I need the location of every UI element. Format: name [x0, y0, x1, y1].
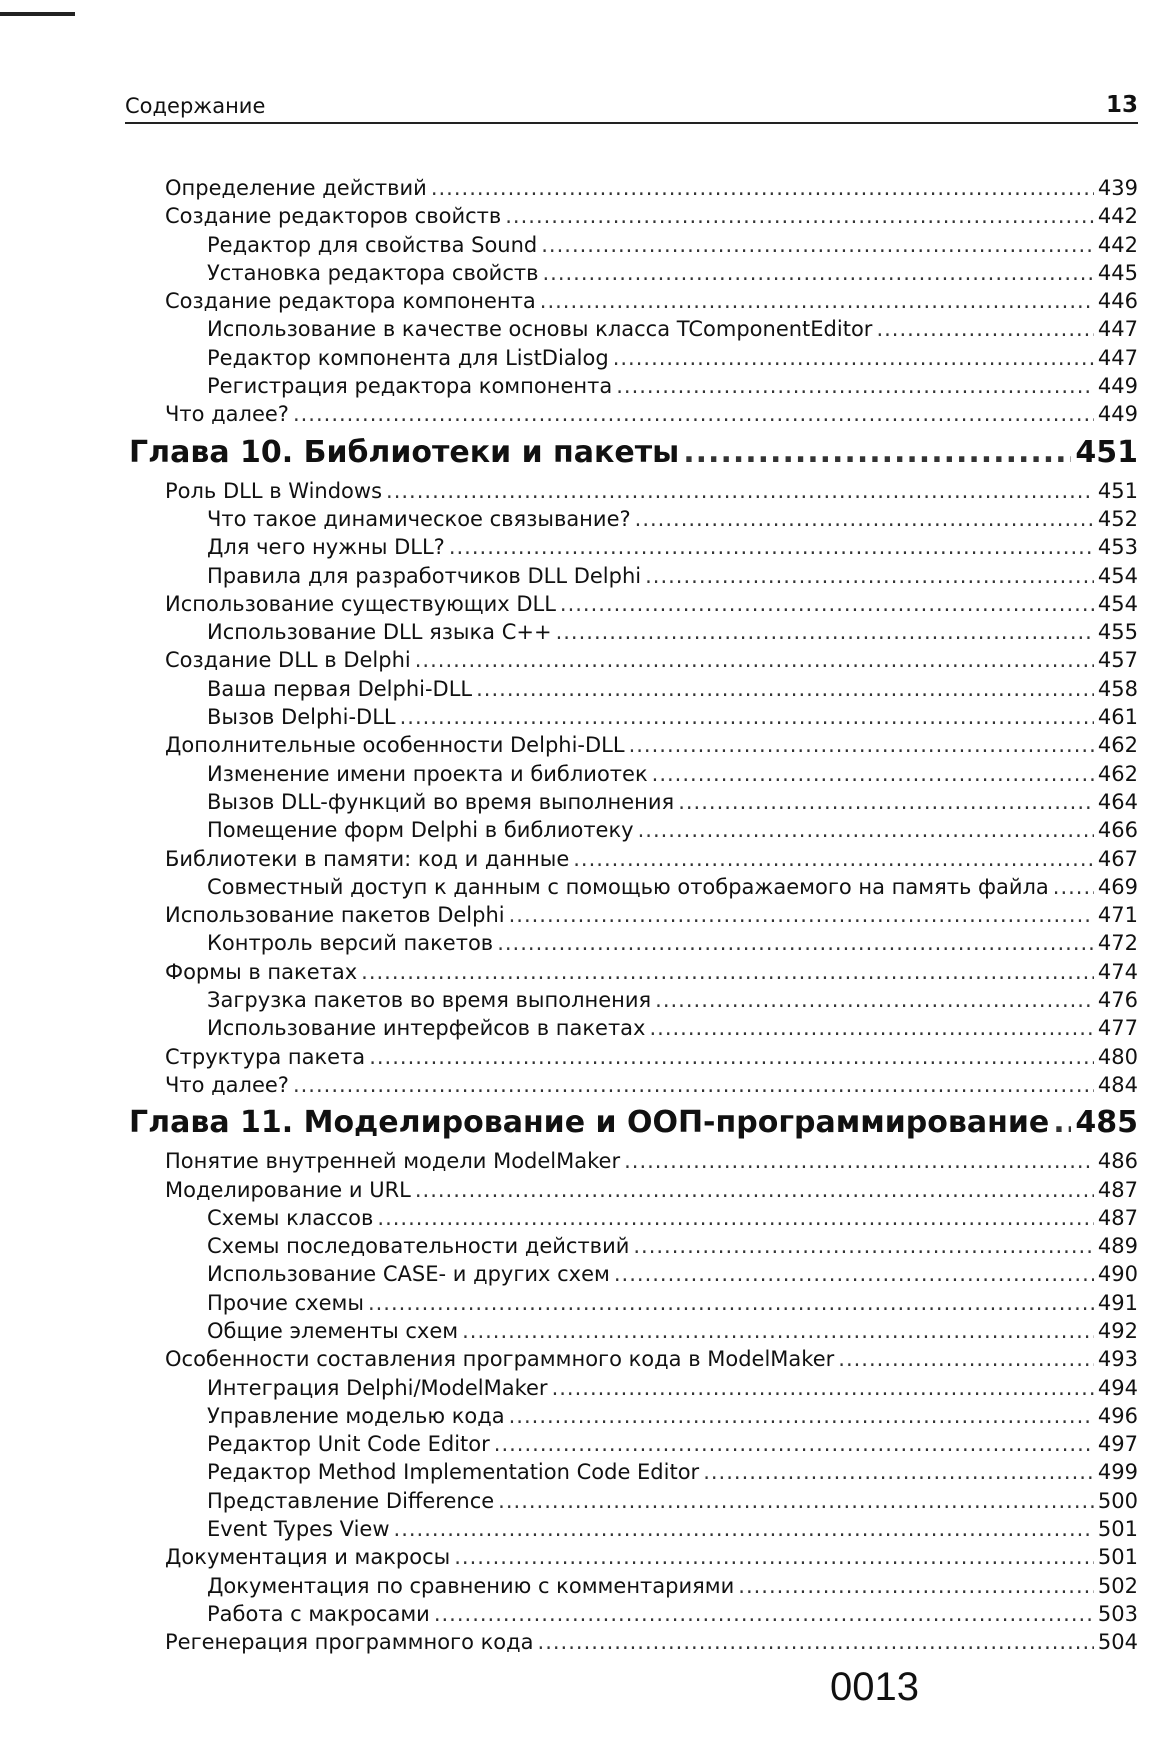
- toc-chapter-entry: [125, 1099, 1138, 1147]
- toc-entry: [125, 1572, 1138, 1600]
- toc-entry-page: 451: [1097, 478, 1138, 503]
- toc-leader-dots: [497, 929, 1094, 957]
- toc-entry-page: 449: [1097, 402, 1138, 427]
- toc-entry-page: 454: [1097, 563, 1138, 588]
- toc-entry-label: Редактор для свойства Sound: [207, 232, 538, 257]
- toc-entry-label: Схемы классов: [207, 1205, 374, 1230]
- header-page-number: 13: [1105, 92, 1138, 118]
- toc-entry-label: Структура пакета: [165, 1044, 366, 1069]
- toc-leader-dots: [876, 315, 1093, 343]
- toc-entry: [125, 958, 1138, 986]
- toc-leader-dots: [415, 646, 1094, 674]
- scan-page-id: 0013: [830, 1665, 919, 1709]
- toc-leader-dots: [509, 1402, 1094, 1430]
- toc-entry-label: Регистрация редактора компонента: [207, 374, 613, 399]
- toc-entry: [125, 646, 1138, 674]
- toc-entry-page: 461: [1097, 705, 1138, 730]
- toc-entry-page: 484: [1097, 1072, 1138, 1097]
- toc-entry-page: 487: [1097, 1177, 1138, 1202]
- toc-entry: [125, 562, 1138, 590]
- toc-leader-dots: [361, 958, 1094, 986]
- toc-entry-page: 446: [1097, 289, 1138, 314]
- toc-entry-page: 442: [1097, 204, 1138, 229]
- toc-entry-label: Помещение форм Delphi в библиотеку: [207, 818, 634, 843]
- toc-leader-dots: [738, 1572, 1094, 1600]
- toc-leader-dots: [415, 1176, 1094, 1204]
- toc-entry: [125, 1204, 1138, 1232]
- toc-entry-label: Контроль версий пакетов: [207, 931, 494, 956]
- toc-entry-page: 462: [1097, 733, 1138, 758]
- toc-leader-dots: [614, 1260, 1094, 1288]
- toc-entry-page: 501: [1097, 1545, 1138, 1570]
- toc-entry: [125, 590, 1138, 618]
- toc-entry-label: Совместный доступ к данным с помощью отображаемого на память файла: [207, 874, 1049, 899]
- toc-leader-dots: [552, 1374, 1094, 1402]
- toc-entry-page: 447: [1097, 345, 1138, 370]
- toc-leader-dots: [540, 287, 1094, 315]
- running-header: [125, 84, 1138, 124]
- toc-leader-dots: [400, 703, 1094, 731]
- toc-entry-label: Что такое динамическое связывание?: [207, 506, 631, 531]
- toc-entry: [125, 1543, 1138, 1571]
- toc-entry-label: Работа с макросами: [207, 1601, 430, 1626]
- toc-entry-label: Для чего нужны DLL?: [207, 535, 445, 560]
- toc-leader-dots: [476, 675, 1094, 703]
- toc-entry-page: 442: [1097, 232, 1138, 257]
- toc-entry: [125, 1260, 1138, 1288]
- toc-leader-dots: [293, 400, 1094, 428]
- toc-entry-label: Использование интерфейсов в пакетах: [207, 1016, 646, 1041]
- toc-leader-dots: [449, 533, 1094, 561]
- toc-entry-page: 454: [1097, 591, 1138, 616]
- toc-entry-page: 471: [1097, 903, 1138, 928]
- toc-entry: [125, 1176, 1138, 1204]
- toc-entry-page: 469: [1097, 874, 1138, 899]
- toc-entry: [125, 477, 1138, 505]
- toc-entry: [125, 1402, 1138, 1430]
- toc-entry-label: Использование пакетов Delphi: [165, 903, 505, 928]
- toc-entry: [125, 1600, 1138, 1628]
- toc-entry-label: Использование DLL языка C++: [207, 620, 552, 645]
- toc-entry: [125, 760, 1138, 788]
- toc-entry: [125, 202, 1138, 230]
- toc-entry: [125, 1043, 1138, 1071]
- toc-entry: [125, 1014, 1138, 1042]
- toc-entry-page: 499: [1097, 1460, 1138, 1485]
- toc-leader-dots: [293, 1071, 1094, 1099]
- toc-entry-page: 458: [1097, 676, 1138, 701]
- toc-entry-label: Установка редактора свойств: [207, 260, 539, 285]
- toc-entry-label: Event Types View: [207, 1517, 390, 1542]
- toc-entry-page: 504: [1097, 1630, 1138, 1655]
- toc-entry-page: 489: [1097, 1234, 1138, 1259]
- toc-entry-label: Прочие схемы: [207, 1290, 364, 1315]
- toc-leader-dots: [838, 1345, 1094, 1373]
- toc-entry-page: 477: [1097, 1016, 1138, 1041]
- toc-leader-dots: [368, 1289, 1094, 1317]
- toc-entry-page: 452: [1097, 506, 1138, 531]
- toc-entry-label: Особенности составления программного кода в ModelMaker: [165, 1347, 835, 1372]
- toc-entry: [125, 873, 1138, 901]
- toc-entry-label: Документация по сравнению с комментариями: [207, 1573, 735, 1598]
- toc-entry-label: Редактор Method Implementation Code Editor: [207, 1460, 700, 1485]
- toc-entry: [125, 1458, 1138, 1486]
- toc-entry-label: Глава 10. Библиотеки и пакеты: [129, 434, 680, 470]
- toc-chapter-entry: [125, 429, 1138, 477]
- toc-leader-dots: [560, 590, 1094, 618]
- toc-entry-page: 447: [1097, 317, 1138, 342]
- toc-leader-dots: [556, 618, 1094, 646]
- toc-leader-dots: [454, 1543, 1094, 1571]
- toc-entry-page: 474: [1097, 959, 1138, 984]
- toc-entry-page: 496: [1097, 1403, 1138, 1428]
- toc-entry-page: 445: [1097, 260, 1138, 285]
- toc-entry: [125, 231, 1138, 259]
- toc-entry: [125, 1374, 1138, 1402]
- table-of-contents: [125, 174, 1138, 1657]
- toc-leader-dots: [394, 1515, 1094, 1543]
- toc-entry-page: 500: [1097, 1488, 1138, 1513]
- toc-entry-label: Определение действий: [165, 176, 427, 200]
- toc-entry-page: 451: [1075, 434, 1138, 470]
- toc-entry: [125, 1147, 1138, 1175]
- toc-entry: [125, 344, 1138, 372]
- scan-artifact-mark: [0, 12, 75, 16]
- toc-entry: [125, 675, 1138, 703]
- toc-leader-dots: [649, 1014, 1093, 1042]
- toc-entry-page: 462: [1097, 761, 1138, 786]
- toc-entry-page: 493: [1097, 1347, 1138, 1372]
- toc-entry-page: 487: [1097, 1205, 1138, 1230]
- toc-entry: [125, 259, 1138, 287]
- toc-entry-page: 502: [1097, 1573, 1138, 1598]
- toc-entry-page: 472: [1097, 931, 1138, 956]
- toc-entry-label: Использование CASE- и других схем: [207, 1262, 610, 1287]
- toc-leader-dots: [509, 901, 1094, 929]
- toc-entry: [125, 1071, 1138, 1099]
- toc-leader-dots: [538, 1628, 1094, 1656]
- toc-leader-dots: [635, 505, 1094, 533]
- toc-entry-page: 439: [1097, 176, 1138, 200]
- toc-entry: [125, 1345, 1138, 1373]
- toc-entry: [125, 1289, 1138, 1317]
- toc-leader-dots: [678, 788, 1094, 816]
- toc-entry-label: Создание DLL в Delphi: [165, 648, 411, 673]
- toc-entry: [125, 703, 1138, 731]
- toc-entry: [125, 287, 1138, 315]
- toc-entry-page: 485: [1075, 1105, 1138, 1141]
- toc-leader-dots: [462, 1317, 1094, 1345]
- toc-entry-label: Интеграция Delphi/ModelMaker: [207, 1375, 548, 1400]
- toc-entry: [125, 1487, 1138, 1515]
- toc-entry-label: Вызов DLL-функций во время выполнения: [207, 789, 675, 814]
- toc-leader-dots: [434, 1600, 1094, 1628]
- toc-entry-label: Что далее?: [165, 402, 289, 427]
- toc-entry: [125, 845, 1138, 873]
- toc-entry-page: 453: [1097, 535, 1138, 560]
- toc-entry-label: Редактор Unit Code Editor: [207, 1432, 490, 1457]
- toc-entry-label: Моделирование и URL: [165, 1177, 411, 1202]
- toc-entry-page: 457: [1097, 648, 1138, 673]
- toc-leader-dots: [498, 1487, 1094, 1515]
- toc-leader-dots: [633, 1232, 1094, 1260]
- toc-entry: [125, 986, 1138, 1014]
- toc-entry: [125, 315, 1138, 343]
- toc-entry: [125, 533, 1138, 561]
- toc-entry-label: Управление моделью кода: [207, 1403, 505, 1428]
- toc-entry-label: Создание редактора компонента: [165, 289, 536, 314]
- toc-leader-dots: [638, 816, 1094, 844]
- toc-entry-page: 490: [1097, 1262, 1138, 1287]
- toc-entry: [125, 1232, 1138, 1260]
- toc-entry: [125, 788, 1138, 816]
- toc-entry: [125, 1628, 1138, 1656]
- toc-entry-page: 467: [1097, 846, 1138, 871]
- toc-entry-page: 494: [1097, 1375, 1138, 1400]
- toc-entry: [125, 400, 1138, 428]
- toc-entry-label: Загрузка пакетов во время выполнения: [207, 988, 652, 1013]
- toc-entry: [125, 929, 1138, 957]
- toc-entry-page: 492: [1097, 1318, 1138, 1343]
- toc-entry: [125, 901, 1138, 929]
- toc-leader-dots: [1053, 1099, 1071, 1147]
- toc-leader-dots: [624, 1147, 1094, 1175]
- toc-entry: [125, 731, 1138, 759]
- toc-entry-label: Вызов Delphi-DLL: [207, 705, 396, 730]
- header-title: Содержание: [125, 94, 266, 118]
- toc-entry-page: 486: [1097, 1149, 1138, 1174]
- toc-leader-dots: [655, 986, 1094, 1014]
- toc-entry-label: Изменение имени проекта и библиотек: [207, 761, 648, 786]
- toc-entry-label: Схемы последовательности действий: [207, 1234, 630, 1259]
- toc-leader-dots: [652, 760, 1094, 788]
- toc-leader-dots: [377, 1204, 1094, 1232]
- toc-leader-dots: [431, 174, 1094, 202]
- toc-leader-dots: [573, 845, 1094, 873]
- toc-entry-page: 501: [1097, 1517, 1138, 1542]
- toc-entry: [125, 1430, 1138, 1458]
- toc-entry-label: Использование существующих DLL: [165, 591, 556, 616]
- toc-entry-label: Понятие внутренней модели ModelMaker: [165, 1149, 621, 1174]
- toc-entry-page: 497: [1097, 1432, 1138, 1457]
- toc-entry: [125, 505, 1138, 533]
- toc-entry-page: 480: [1097, 1044, 1138, 1069]
- toc-entry-page: 449: [1097, 374, 1138, 399]
- toc-entry-label: Представление Difference: [207, 1488, 495, 1513]
- toc-entry: [125, 1515, 1138, 1543]
- toc-leader-dots: [616, 372, 1094, 400]
- toc-entry-label: Формы в пакетах: [165, 959, 358, 984]
- toc-leader-dots: [542, 259, 1093, 287]
- toc-leader-dots: [629, 731, 1094, 759]
- toc-entry-page: 466: [1097, 818, 1138, 843]
- toc-entry-label: Глава 11. Моделирование и ООП-программирование: [129, 1105, 1050, 1141]
- toc-entry-page: 476: [1097, 988, 1138, 1013]
- toc-entry: [125, 1317, 1138, 1345]
- toc-entry-label: Использование в качестве основы класса TComponentEditor: [207, 317, 873, 342]
- toc-entry-label: Документация и макросы: [165, 1545, 451, 1570]
- toc-leader-dots: [683, 429, 1071, 477]
- toc-entry-label: Создание редакторов свойств: [165, 204, 502, 229]
- toc-leader-dots: [541, 231, 1094, 259]
- toc-entry-label: Библиотеки в памяти: код и данные: [165, 846, 570, 871]
- toc-entry-label: Регенерация программного кода: [165, 1630, 534, 1655]
- toc-entry: [125, 174, 1138, 202]
- toc-entry: [125, 372, 1138, 400]
- toc-entry-page: 455: [1097, 620, 1138, 645]
- toc-leader-dots: [645, 562, 1094, 590]
- toc-leader-dots: [369, 1043, 1094, 1071]
- toc-entry-label: Ваша первая Delphi-DLL: [207, 676, 473, 701]
- toc-entry-label: Редактор компонента для ListDialog: [207, 345, 609, 370]
- toc-entry-label: Общие элементы схем: [207, 1318, 459, 1343]
- toc-entry-label: Что далее?: [165, 1072, 289, 1097]
- toc-entry-page: 503: [1097, 1601, 1138, 1626]
- toc-leader-dots: [1053, 873, 1094, 901]
- toc-entry-label: Дополнительные особенности Delphi-DLL: [165, 733, 625, 758]
- toc-entry: [125, 816, 1138, 844]
- toc-leader-dots: [703, 1458, 1094, 1486]
- toc-entry-label: Роль DLL в Windows: [165, 478, 383, 503]
- toc-entry-page: 491: [1097, 1290, 1138, 1315]
- toc-entry: [125, 618, 1138, 646]
- toc-leader-dots: [505, 202, 1094, 230]
- toc-leader-dots: [613, 344, 1094, 372]
- toc-entry-label: Правила для разработчиков DLL Delphi: [207, 563, 642, 588]
- toc-entry-page: 464: [1097, 789, 1138, 814]
- toc-leader-dots: [386, 477, 1094, 505]
- toc-leader-dots: [494, 1430, 1094, 1458]
